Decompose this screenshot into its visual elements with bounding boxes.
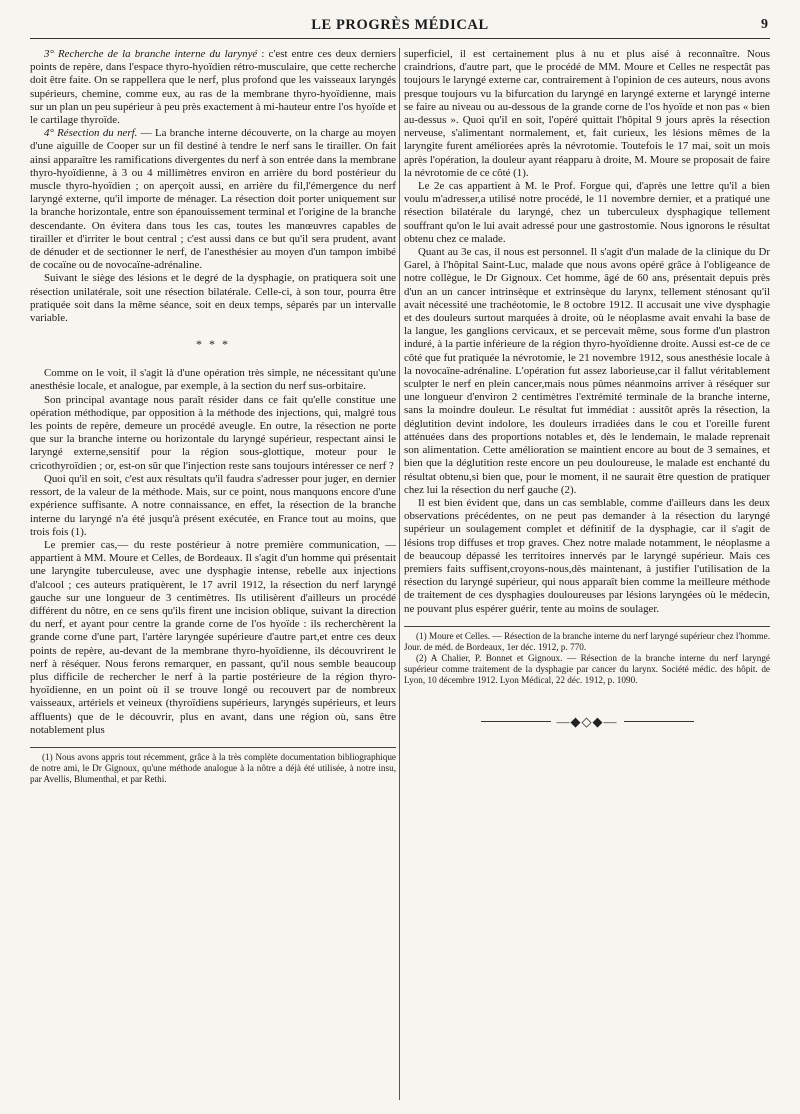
ornament-center: —◆◇◆— [556, 713, 618, 729]
paragraph-first-case: Le premier cas,— du reste postérieur à notre première communication, — appartient à MM. Moure et Celles, de Bordeaux. Il s'agit d'un homme qui présentait une laryngite tuberculeuse, avec une dysphagie intense, rebelle aux injections d'alcool ; ces auteurs pratiquèrent, le 17 avril 1912, la résection du nerf laryngé gauche sur une longueur de 3 centimètres. Ils utilisèrent d'ailleurs un procédé différent du nôtre, en ce sens qu'ils firent une incision oblique, suivant la direction du nerf, et ayant pour centre la grande corne de l'os hyoïde : ils recherchèrent la grande corne d'une part, l'artère laryngée supérieure d'autre part,et entre ces deux points de repère, au-devant de la membrane thyro-hyoïdienne, ils découvrirent le nerf à réséquer. Nous ferons remarquer, en passant, qu'il nous semble beaucoup plus difficile de rechercher le nerf à la partie postérieure de la région thyro-hyoïdienne, en un point où il se trouve longé ou recouvert par de nombreux vaisseaux, artériels et veineux (thyroïdiens supérieurs, laryngés supérieurs, et leurs affluents) que de le découvrir, plus en avant, dans une région où, sans être notablement plus [30, 538, 396, 736]
section-heading-3: 3° Recherche de la branche interne du larynyé [44, 48, 258, 60]
section-heading-4: 4° Résection du nerf. [44, 127, 138, 140]
journal-title: LE PROGRÈS MÉDICAL [311, 17, 489, 33]
footnote: (1) Moure et Celles. — Résection de la branche interne du nerf laryngé supérieur chez l'homme. Jour. de méd. de Bordeaux, 1er déc. 1912, p. 770. [404, 630, 770, 652]
right-footnotes [404, 631, 770, 686]
paragraph-simple-operation: Comme on le voit, il s'agit là d'une opération très simple, ne nécessitant qu'une anesthésie locale, et analogue, par exemple, à la section du nerf sus-orbitaire. [30, 367, 396, 393]
footnote: (1) Nous avons appris tout récemment, grâce à la très complète documentation bibliographique de notre ami, le Dr Gignoux, qu'une méthode analogue à la nôtre a déjà été utilisée, à notre insu, par Avellis, Blumenthal, et par Rethi. [30, 751, 396, 784]
paragraph-results: Quoi qu'il en soit, c'est aux résultats qu'il faudra s'adresser pour juger, en dernier ressort, de la valeur de la méthode. Mais, sur ce point, nous manquons encore d'une expérience suffisante. A notre connaissance, en effet, la résection de la branche interne du laryngé n'a été jusqu'à présent exécutée, en France tout au moins, que trois fois (1). [30, 472, 396, 538]
page-header [30, 14, 770, 39]
paragraph-first-case-continued: superficiel, il est certainement plus à nu et plus aisé à reconnaître. Nous craindrions, d'autre part, que le procédé de MM. Moure et Celles ne respectât pas toujours le laryngé externe car, contrairement à l'opinion de ces auteurs, nous avons presque toujours vu la bifurcation du laryngé en laryngé externe et laryngé interne se faire au niveau ou au-dessous de la grande corne de l'os hyoïde et non pas « bien au-dessus ». Quoi qu'il en soit, l'opéré quittait l'hôpital 9 jours après la résection nerveuse, s'alimentant normalement, et, fait curieux, les lésions mêmes de la laryngite furent améliorées après la névrotomie. Toutefois le 17 mai, soit un mois après l'opération, la douleur ayant réapparu à droite, M. Moure se proposait de faire la névrotomie de ce côté (1). [404, 48, 770, 179]
paragraph-text: — La branche interne découverte, on la charge au moyen d'une aiguille de Cooper sur un fil destiné à tendre le nerf sans le tirailler. On fait ainsi apparaître les ramifications divergentes du nerf à son entrée dans la membrane thyro-hyoïdienne, à 3 ou 4 millimètres environ en arrière du bord postérieur du muscle thyro-hyoïdien ; on aperçoit aussi, en arrière du fil,l'émergence du nerf laryngé externe, qu'il importe de ménager. La résection doit porter uniquement sur la branche horizontale, entre son épanouissement terminal et l'origine de la branche descendante. On évitera dans tous les cas, toutes les manœuvres capables de tirailler et d'irriter le bout central ; c'est aussi dans ce but qu'il sera prudent, avant de dénuder et de sectionner le nerf, de l'anesthésier au moyen d'un tampon imbibé de cocaïne ou de novocaïne-adrénaline. [30, 127, 396, 272]
footnote: (2) A Chalier, P. Bonnet et Gignoux. — Résection de la branche interne du nerf laryngé supérieur comme traitement de la dysphagie par cancer du larynx. Société médic. des hôpit. de Lyon, 10 décembre 1912. Lyon Médical, 22 déc. 1912, p. 1090. [404, 652, 770, 685]
section-separator: * * * [196, 337, 230, 352]
paragraph-unilateral-bilateral: Suivant le siège des lésions et le degré de la dysphagie, on pratiquera soit une résection unilatérale, soit une résection bilatérale. Celle-ci, à son tour, pourra être pratiquée soit dans la même séance, soit en deux temps, séparés par un intervalle variable. [30, 272, 396, 325]
footnote-rule [30, 747, 396, 748]
paragraph-third-case: Quant au 3e cas, il nous est personnel. Il s'agit d'un malade de la clinique du Dr Garel, à l'hôpital Saint-Luc, malade que nous avons opéré grâce à l'obligeance de notre collègue, le Dr Gignoux. Cet homme, âgé de 60 ans, présentait depuis près d'un an un cancer intrinsèque et extrinsèque du larynx, tellement sténosant qu'il avait nécessité une trachéotomie, le 8 octobre 1912. Il accusait une vive dysphagie et des douleurs surtout marquées à droite, où le néoplasme avait envahi la base de la langue, les ganglions cervicaux, et se percevait même, sous forme d'un plastron induré, à la partie inférieure de la région thyro-hyoïdienne droite. Aussi est-ce de ce côté que fut pratiquée la névrotomie, le 21 novembre 1912, sous anesthésie locale à la novocaïne-adrénaline. L'opération fut assez laborieuse,car il fallut véritablement sculpter le nerf en plein cancer,mais nous pûmes néanmoins arriver à réséquer sur une longueur d'environ 2 centimètres l'extrémité terminale de la branche interne, sans la moindre douleur. Le résultat fut immédiat : aussitôt après la résection, la déglutition devint indolore, les douleurs irradiées dans le cou et l'oreille furent atténuées dans des proportions notables et, dès le lendemain, le malade reprenait son alimentation. Cette amélioration se maintient encore au bout de 3 semaines, et bien que la déglutition reste encore un peu douloureuse, le malade est enchanté du résultat obtenu,si bien que, pour le moment, il ne saurait être question de pratiquer chez lui la résection du nerf gauche (2). [404, 246, 770, 496]
end-ornament [404, 714, 770, 729]
paragraph-text: : c'est entre ces deux derniers points de repère, dans l'espace thyro-hyoïdien rétro-musculaire, que cette recherche doit être faite. On se rappellera que le nerf, plus profond que les vaisseaux laryngés supérieurs, chemine, comme eux, au ras de la membrane thyro-hyoïdienne, mais sur un plan un peu supérieur à peu près exactement à mi-hauteur entre l'os hyoïde et le cartilage thyroïde. [30, 48, 396, 127]
ornament-line-right [624, 721, 694, 722]
right-column [404, 48, 770, 1100]
paragraph-main-advantage: Son principal avantage nous paraît résider dans ce fait qu'elle constitue une opération méthodique, par opposition à la méthode des injections, qui, malgré tous les points de repère, demeure un procédé aveugle. En outre, la résection ne porte que sur la branche interne ou horizontale du laryngé supérieur, respectant ainsi le laryngé externe,sensitif pour la région sous-glottique, moteur pour le cricothyroïdien ; or, est-on sûr que l'injection reste sans toujours intéresser ce nerf ? [30, 393, 396, 472]
left-column [30, 48, 396, 1100]
paragraph-conclusion: Il est bien évident que, dans un cas semblable, comme d'ailleurs dans les deux observations précédentes, on ne peut pas demander à la résection du laryngé supérieur un soulagement complet et définitif de la dysphagie, car il s'agit de lésions trop diffuses et trop graves. Chez notre malade notamment, le néoplasme a de beaucoup dépassé les territoires innervés par le laryngé supérieur. Mais ces premiers faits suffisent,croyons-nous,dès maintenant, à justifier l'utilisation de la résection du laryngé supérieur, qui nous apparaît bien comme la meilleure méthode de traitement de ces dysphagies douloureuses par lésions laryngées où le médecin, ne pouvant plus espérer guérir, tente au moins de soulager. [404, 496, 770, 615]
footnote-rule [404, 626, 770, 627]
paragraph-second-case: Le 2e cas appartient à M. le Prof. Forgue qui, d'après une lettre qu'il a bien voulu m'adresser,a utilisé notre procédé, le 11 novembre dernier, et a pratiqué une résection bilatérale du laryngé, chez un tuberculeux dysphagique tellement souffrant qu'on le lui avait adressé pour une gastrostomie. Nous ignorons le résultat obtenu chez ce malade. [404, 180, 770, 245]
paragraph-nerve-resection [30, 127, 396, 272]
column-divider [399, 48, 400, 1100]
paragraph-nerve-search [30, 48, 396, 127]
ornament-line-left [481, 721, 551, 722]
page-number: 9 [761, 17, 768, 32]
left-footnotes [30, 752, 396, 785]
